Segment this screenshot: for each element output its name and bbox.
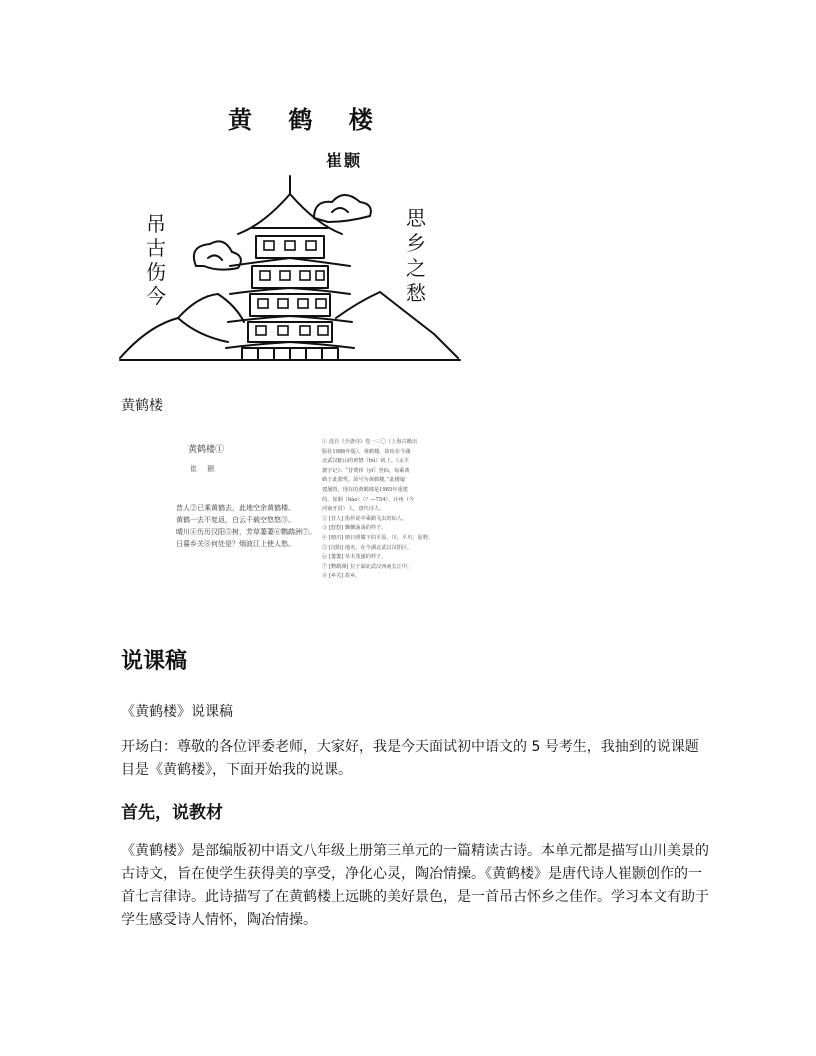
poem-line: 日暮乡关⑧何处是？烟波江上使人愁。: [176, 540, 295, 548]
scan-poem: [176, 502, 316, 550]
tower-illustration: [118, 96, 463, 378]
poem-line: 晴川④历历汉阳⑤树，芳草萋萋⑥鹦鹉洲⑦。: [176, 528, 316, 536]
poem-line: 黄鹤一去不复返，白云千载空悠悠③。: [176, 516, 295, 524]
figure-author: 崔颢: [326, 151, 363, 170]
poem-line: 昔人②已乘黄鹤去，此地空余黄鹤楼。: [176, 504, 295, 512]
note-line: 寰宇记》：“昔费祎（yī）登仙，每乘黄: [322, 467, 410, 474]
note-line: ⑤ [汉阳] 地名，在今湖北武汉汉阳区。: [322, 544, 413, 551]
figure-right-text: 思乡之愁: [406, 206, 426, 305]
document-subtitle: 《黄鹤楼》说课稿: [121, 704, 233, 720]
note-line: ③ [悠悠] 飘飘荡荡的样子。: [322, 525, 387, 532]
figure-title: 黄 鹤 楼: [228, 105, 387, 134]
note-line: 河南开封）人，唐代诗人。: [322, 506, 385, 513]
page-heading: 说课稿: [121, 649, 188, 674]
scan-author: 崔 颢: [190, 465, 219, 473]
scan-title: 黄鹤楼①: [188, 445, 225, 455]
section-heading: 首先，说教材: [121, 803, 223, 823]
figure-caption: 黄鹤楼: [121, 398, 163, 414]
note-line: ⑥ [萋萋] 草木茂盛的样子。: [322, 554, 387, 561]
poem-scan: [176, 434, 444, 582]
note-line: 版社1986年版）。黄鹤楼，故址在今湖: [322, 448, 411, 455]
note-line: 的。崔颢（hào）（？—754），汴州（今: [322, 496, 415, 503]
note-line: 鹤于此憩驾，故号为黄鹤楼。”此楼屡: [322, 477, 406, 484]
figure-left-text: 吊古伤今: [146, 212, 166, 308]
note-line: ⑦ [鹦鹉洲] 位于湖北武汉西南长江中。: [322, 563, 413, 570]
scan-notes: [322, 438, 446, 582]
note-line: ⑧ [乡关] 故乡。: [322, 573, 361, 580]
note-line: ① 选自《全唐诗》卷一三〇（上海古籍出: [322, 439, 418, 445]
note-line: ④ [晴川] 晴日照耀下的平原。川，平川，原野。: [322, 534, 434, 541]
note-line: ② [昔人] 指传说中乘鹤飞去的仙人。: [322, 515, 408, 522]
note-line: 建屡毁，现在的黄鹤楼是1985年重建: [322, 486, 408, 493]
textbook-paragraph: 《黄鹤楼》是部编版初中语文八年级上册第三单元的一篇精读古诗。本单元都是描写山川美景的古诗文，旨在使学生获得美的享受，净化心灵，陶冶情操。《黄鹤楼》是唐代诗人崔颢创作的一首七言律诗。此诗描写了在黄鹤楼上远眺的美好景色，是一首吊古怀乡之佳作。学习本文有助于学生感受诗人情怀，陶冶情操。: [121, 843, 709, 928]
note-line: 北武汉蛇山的黄鹄（hú）矶上。《太平: [322, 458, 410, 465]
opening-paragraph: 开场白：尊敬的各位评委老师，大家好，我是今天面试初中语文的 5 号考生，我抽到的说课题目是《黄鹤楼》，下面开始我的说课。: [121, 739, 699, 778]
